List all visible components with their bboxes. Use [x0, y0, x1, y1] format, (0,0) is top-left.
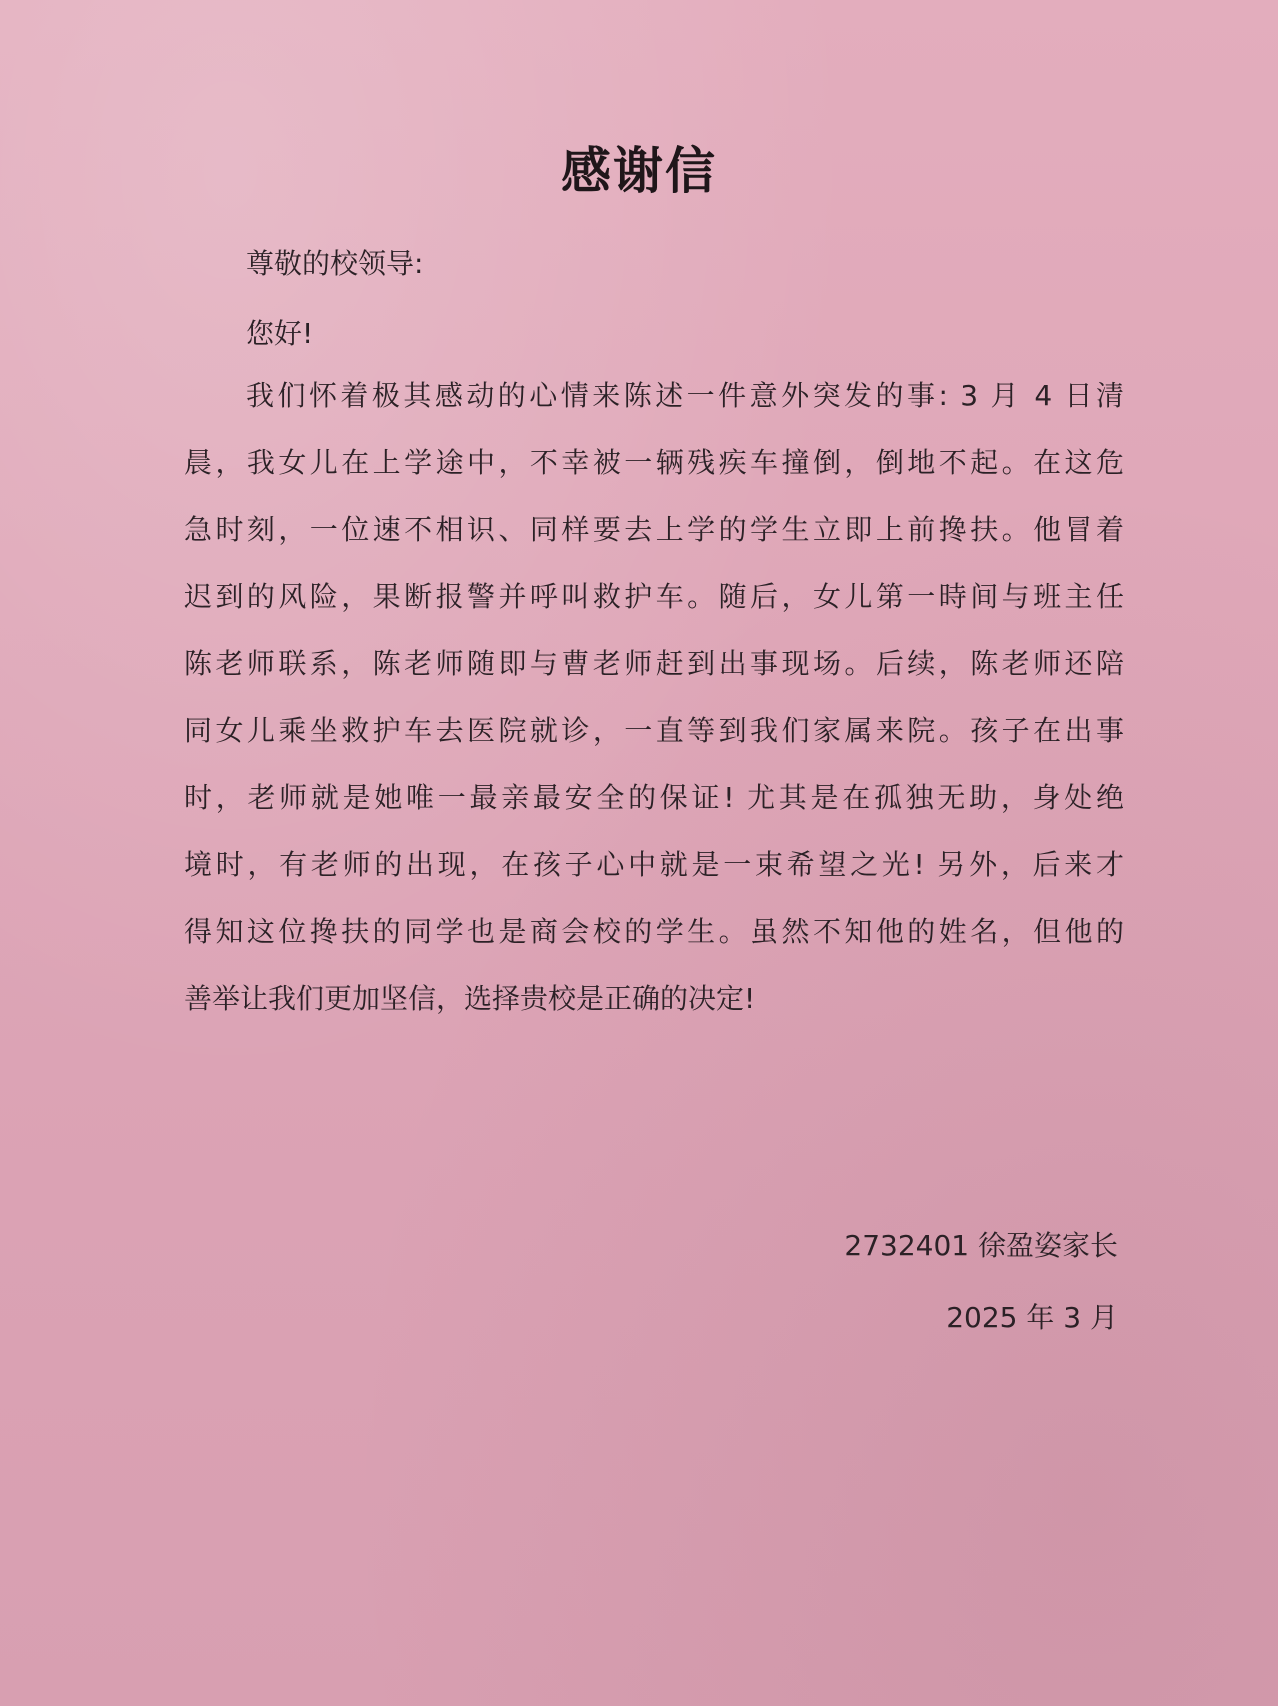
body-line: 陈老师联系，陈老师随即与曹老师赶到出事现场。后续，陈老师还陪: [184, 647, 1124, 680]
body-line: 得知这位搀扶的同学也是商会校的学生。虽然不知他的姓名，但他的: [184, 915, 1124, 948]
letter-date: 2025 年 3 月: [946, 1301, 1118, 1334]
body-line: 晨，我女儿在上学途中，不幸被一辆残疾车撞倒，倒地不起。在这危: [184, 446, 1124, 479]
letter-title: 感谢信: [561, 142, 717, 200]
body-line: 迟到的风险，果断报警并呼叫救护车。随后，女儿第一時间与班主任: [184, 580, 1124, 613]
body-line: 时，老师就是她唯一最亲最安全的保证! 尤其是在孤独无助，身处绝: [184, 781, 1124, 814]
body-line: 急时刻，一位速不相识、同样要去上学的学生立即上前搀扶。他冒着: [184, 513, 1124, 546]
body-line: 境时，有老师的出现，在孩子心中就是一束希望之光! 另外，后来才: [184, 848, 1124, 881]
body-line: 我们怀着极其感动的心情来陈述一件意外突发的事: 3 月 4 日清: [246, 379, 1124, 412]
salutation: 尊敬的校领导:: [246, 247, 424, 280]
body-line: 善举让我们更加坚信，选择贵校是正确的决定!: [184, 982, 756, 1015]
greeting: 您好!: [246, 317, 314, 350]
signature: 2732401 徐盈姿家长: [844, 1229, 1118, 1262]
body-line: 同女儿乘坐救护车去医院就诊，一直等到我们家属来院。孩子在出事: [184, 714, 1124, 747]
letter-body: [184, 376, 1124, 1046]
